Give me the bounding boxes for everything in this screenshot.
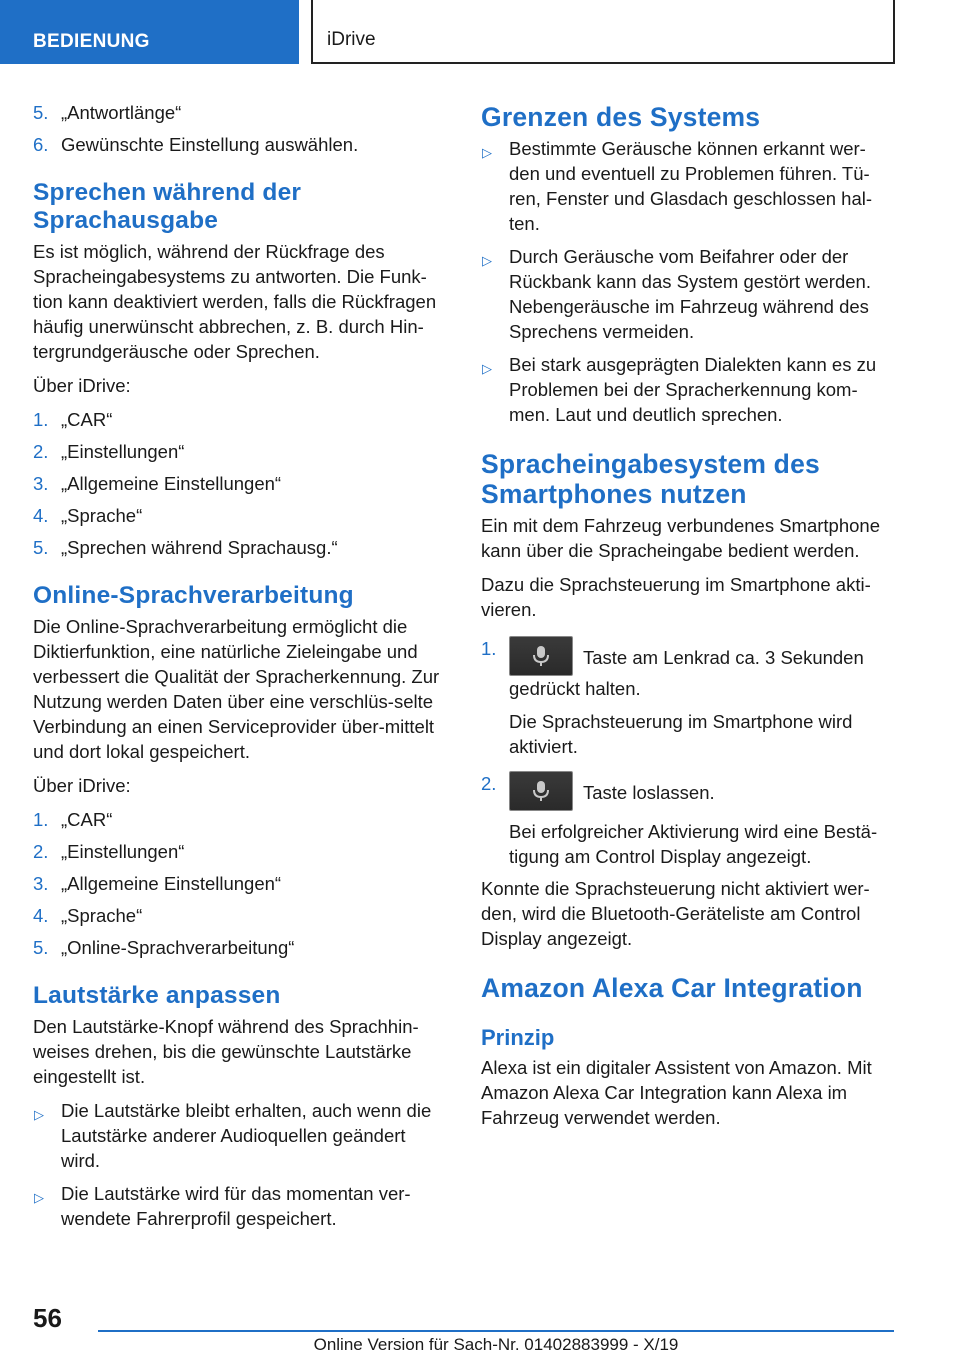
bullet-list <box>33 1098 448 1231</box>
list-item: ▷ Bei stark ausgeprägten Dialekten kann es zu Problemen bei der Spracherkennung kom‐men. Laut und deutlich sprechen. <box>482 354 877 425</box>
section-heading: Lautstärke anpassen <box>33 982 281 1009</box>
voice-command-button-image <box>509 771 573 811</box>
step-list <box>33 407 448 560</box>
microphone-icon <box>532 645 550 667</box>
triangle-right-icon: ▷ <box>482 253 492 268</box>
section-heading: Sprechen während der Sprachausgabe <box>33 179 302 234</box>
list-item: 3. „Allgemeine Einstellungen“ <box>33 473 282 494</box>
section-heading: Spracheingabesystem des Smartphones nutzen <box>481 449 820 509</box>
footer-divider <box>98 1330 894 1332</box>
voice-command-button-image <box>509 636 573 676</box>
chapter-title: iDrive <box>311 0 895 64</box>
bullet-list <box>481 136 896 427</box>
list-item: 2. Taste loslassen. Bei erfolgreicher Aktivierung wird eine Bestä‐tigung am Control Display angezeigt. <box>481 773 878 867</box>
list-item: 4. „Sprache“ <box>33 905 143 926</box>
section-heading: Amazon Alexa Car Integration <box>481 973 863 1003</box>
step-list <box>481 636 896 869</box>
section-heading: Online-Sprachverarbeitung <box>33 582 354 609</box>
list-item: 5. „Antwortlänge“ <box>33 102 182 123</box>
footer-text: Online Version für Sach-Nr. 01402883999 - X/19 <box>313 1335 679 1354</box>
list-item: 1. „CAR“ <box>33 409 113 430</box>
paragraph: Dazu die Sprachsteuerung im Smartphone akti‐vieren. <box>481 574 871 620</box>
list-item: 4. „Sprache“ <box>33 505 143 526</box>
right-column <box>481 100 896 1139</box>
list-item: 6. Gewünschte Einstellung auswählen. <box>33 134 359 155</box>
left-column <box>33 100 448 1239</box>
triangle-right-icon: ▷ <box>482 361 492 376</box>
triangle-right-icon: ▷ <box>34 1107 44 1122</box>
list-item: 2. „Einstellungen“ <box>33 441 185 462</box>
section-heading: Grenzen des Systems <box>481 102 761 132</box>
paragraph: Ein mit dem Fahrzeug verbundenes Smartphone kann über die Spracheingabe bedient werden. <box>481 515 880 561</box>
list-item: ▷ Bestimmte Geräusche können erkannt wer‐den und eventuell zu Problemen führen. Tü‐ren, Fenster und Glasdach geschlossen hal‐ten. <box>482 138 873 234</box>
triangle-right-icon: ▷ <box>34 1190 44 1205</box>
paragraph: Alexa ist ein digitaler Assistent von Amazon. Mit Amazon Alexa Car Integration kann Alexa im Fahrzeug verwendet werden. <box>481 1057 872 1128</box>
step-list <box>33 807 448 960</box>
paragraph: Den Lautstärke-Knopf während des Sprachhin‐weises drehen, bis die gewünschte Lautstärke eingestellt ist. <box>33 1016 419 1087</box>
step-list-continued <box>33 100 448 157</box>
triangle-right-icon: ▷ <box>482 145 492 160</box>
list-item: 5. „Online-Sprachverarbeitung“ <box>33 937 295 958</box>
list-item: ▷ Die Lautstärke wird für das momentan ver‐wendete Fahrerprofil gespeichert. <box>34 1183 411 1229</box>
list-item: ▷ Durch Geräusche vom Beifahrer oder der Rückbank kann das System gestört werden. Nebengeräusche im Fahrzeug während des Sprechens vermeiden. <box>482 246 871 342</box>
paragraph: Über iDrive: <box>33 375 131 396</box>
section-tab: BEDIENUNG <box>0 0 299 64</box>
microphone-icon <box>532 780 550 802</box>
page-number: 56 <box>33 1303 62 1333</box>
list-item: 1. Taste am Lenkrad ca. 3 Sekunden gedrückt halten. Die Sprachsteuerung im Smartphone wird aktiviert. <box>481 638 864 757</box>
list-item: 1. „CAR“ <box>33 809 113 830</box>
paragraph: Über iDrive: <box>33 775 131 796</box>
list-item: 5. „Sprechen während Sprachausg.“ <box>33 537 338 558</box>
page-header <box>0 0 960 68</box>
list-item: 2. „Einstellungen“ <box>33 841 185 862</box>
paragraph: Die Online-Sprachverarbeitung ermöglicht die Diktierfunktion, eine natürliche Zieleingabe und verbessert die Qualität der Spracherkennung. Zur Nutzung werden Daten über eine verschlüs‐selte Verbindung an einen Serviceprovider über‐mittelt und dort lokal gespeichert. <box>33 616 440 762</box>
subsection-heading: Prinzip <box>481 1025 555 1050</box>
list-item: 3. „Allgemeine Einstellungen“ <box>33 873 282 894</box>
paragraph: Konnte die Sprachsteuerung nicht aktiviert wer‐den, wird die Bluetooth-Geräteliste am Control Display angezeigt. <box>481 878 870 949</box>
paragraph: Es ist möglich, während der Rückfrage des Spracheingabesystems zu antworten. Die Funk‐tion kann deaktiviert werden, falls die Rückfragen häufig unerwünscht abbrechen, z. B. durch Hin‐tergrundgeräusche oder Sprechen. <box>33 241 437 362</box>
list-item: ▷ Die Lautstärke bleibt erhalten, auch wenn die Lautstärke anderer Audioquellen geändert wird. <box>34 1100 432 1171</box>
